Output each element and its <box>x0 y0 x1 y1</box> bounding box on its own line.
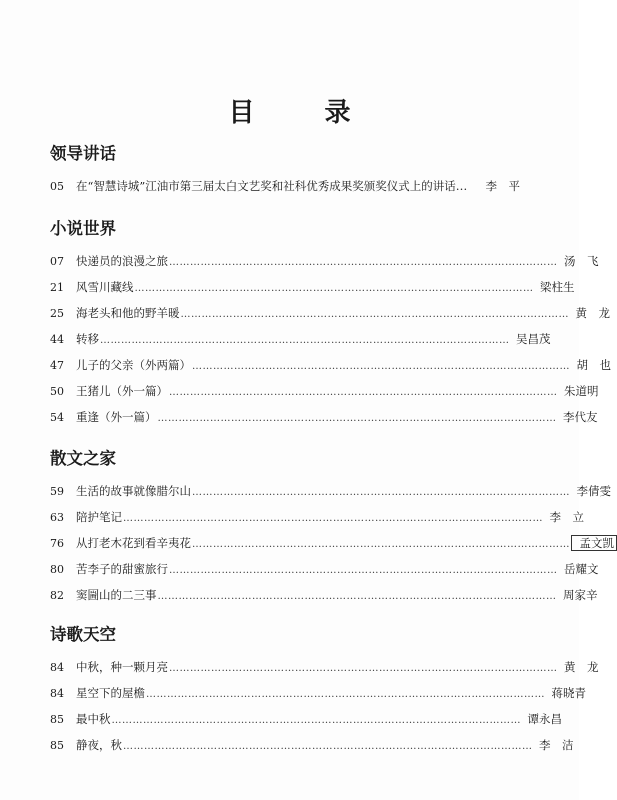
toc-entry[interactable] <box>50 530 614 556</box>
entry-page-number: 85 <box>50 713 64 726</box>
entry-page-number: 59 <box>50 485 64 498</box>
entry-title: 海老头和他的野羊暖 <box>76 306 180 320</box>
dot-leader: ……………………………………………………………………………………………………… <box>123 741 533 752</box>
toc-section-leader-speech <box>50 141 520 199</box>
entry-author: 黄 龙 <box>575 306 610 320</box>
entry-page-number: 82 <box>50 589 64 602</box>
toc-entry[interactable] <box>50 404 598 430</box>
toc-entry[interactable] <box>50 478 611 504</box>
entry-page-number: 50 <box>50 385 64 398</box>
entry-author: 吴昌茂 <box>516 332 551 346</box>
entry-page-number: 54 <box>50 411 64 424</box>
entry-author: 胡 也 <box>576 358 611 372</box>
dot-leader: …………………………………………………………………………………………………… <box>146 689 545 700</box>
entry-page-number: 07 <box>50 255 64 268</box>
dot-leader: ………………………………………………………………………………………………… <box>169 387 558 398</box>
dot-leader: ……………………………………………………………………………………………………… <box>100 335 510 346</box>
entry-page-number: 63 <box>50 511 64 524</box>
entry-page-number: 21 <box>50 281 64 294</box>
entry-page-number: 85 <box>50 739 64 752</box>
entry-page-number: 47 <box>50 359 64 372</box>
dot-leader: ……………………………………………………………………………………………… <box>192 361 570 372</box>
entry-title: 窦圌山的二三事 <box>76 588 157 602</box>
entry-page-number: 05 <box>50 180 64 193</box>
section-heading: 散文之家 <box>50 449 116 468</box>
entry-page-number: 80 <box>50 563 64 576</box>
section-heading: 领导讲话 <box>50 144 116 163</box>
toc-entry[interactable] <box>50 300 610 326</box>
entry-author: 蒋晓青 <box>551 686 586 700</box>
section-heading: 小说世界 <box>50 219 116 238</box>
entry-title: 转移 <box>76 332 99 346</box>
entry-title: 在“智慧诗城”江油市第三届太白文艺奖和社科优秀成果奖颁奖仪式上的讲话… <box>76 179 468 193</box>
entry-title: 静夜，秋 <box>76 738 122 752</box>
dot-leader: …………………………………………………………………………………………………… <box>157 413 557 424</box>
entry-author: 周家辛 <box>563 588 598 602</box>
entry-title: 风雪川藏线 <box>76 280 134 294</box>
entry-title: 最中秋 <box>76 712 111 726</box>
section-heading: 诗歌天空 <box>50 625 116 644</box>
entry-title: 陪护笔记 <box>76 510 122 524</box>
dot-leader: ……………………………………………………………………………………………………… <box>111 715 521 726</box>
entry-author: 梁柱生 <box>540 280 575 294</box>
entry-author-selected[interactable]: 孟文凯 <box>571 535 617 551</box>
entry-author: 汤 飞 <box>564 254 599 268</box>
entry-title: 中秋，种一颗月亮 <box>76 660 168 674</box>
entry-title: 快递员的浪漫之旅 <box>76 254 168 268</box>
entry-author: 朱道明 <box>564 384 599 398</box>
entry-title: 从打老木花到看辛夷花 <box>76 536 191 550</box>
toc-entry[interactable] <box>50 504 584 530</box>
entry-author: 李 立 <box>549 510 584 524</box>
entry-page-number: 44 <box>50 333 64 346</box>
toc-entry[interactable] <box>50 732 574 758</box>
entry-author: 李倩雯 <box>576 484 611 498</box>
entry-page-number: 25 <box>50 307 64 320</box>
entry-author: 黄 龙 <box>564 660 599 674</box>
entry-page-number: 84 <box>50 687 64 700</box>
toc-entry[interactable] <box>50 274 575 300</box>
toc-entry[interactable] <box>50 352 611 378</box>
dot-leader: ………………………………………………………………………………………………………… <box>123 513 543 524</box>
dot-leader: ……………………………………………………………………………………………… <box>192 487 570 498</box>
toc-entry[interactable] <box>50 173 520 199</box>
toc-section-fiction <box>50 216 611 430</box>
toc-section-poetry <box>50 622 599 758</box>
entry-title: 苦李子的甜蜜旅行 <box>76 562 168 576</box>
toc-entry[interactable] <box>50 706 562 732</box>
toc-entry[interactable] <box>50 248 599 274</box>
dot-leader: ………………………………………………………………………………………………… <box>169 663 558 674</box>
page-title: 目 录 <box>228 98 373 128</box>
entry-author: 岳耀文 <box>564 562 599 576</box>
entry-page-number: 76 <box>50 537 64 550</box>
entry-author: 谭永昌 <box>527 712 562 726</box>
toc-entry[interactable] <box>50 378 599 404</box>
toc-entry[interactable] <box>50 326 551 352</box>
dot-leader: ……………………………………………………………………………………………… <box>192 539 570 550</box>
dot-leader: …………………………………………………………………………………………………… <box>157 591 557 602</box>
toc-section-prose <box>50 446 614 608</box>
entry-author: 李 洁 <box>539 738 574 752</box>
dot-leader: ………………………………………………………………………………………………… <box>169 257 558 268</box>
entry-title: 王猪儿（外一篇） <box>76 384 168 398</box>
entry-title: 儿子的父亲（外两篇） <box>76 358 191 372</box>
toc-entry[interactable] <box>50 680 586 706</box>
dot-leader: ………………………………………………………………………………………………… <box>180 309 569 320</box>
entry-title: 重逢（外一篇） <box>76 410 157 424</box>
entry-title: 生活的故事就像腊尔山 <box>76 484 191 498</box>
entry-title: 星空下的屋檐 <box>76 686 145 700</box>
toc-entry[interactable] <box>50 654 599 680</box>
dot-leader: ………………………………………………………………………………………………… <box>169 565 558 576</box>
entry-author: 李 平 <box>485 179 520 193</box>
entry-page-number: 84 <box>50 661 64 674</box>
dot-leader: …………………………………………………………………………………………………… <box>134 283 534 294</box>
toc-entry[interactable] <box>50 556 599 582</box>
entry-author: 李代友 <box>563 410 598 424</box>
toc-entry[interactable] <box>50 582 598 608</box>
